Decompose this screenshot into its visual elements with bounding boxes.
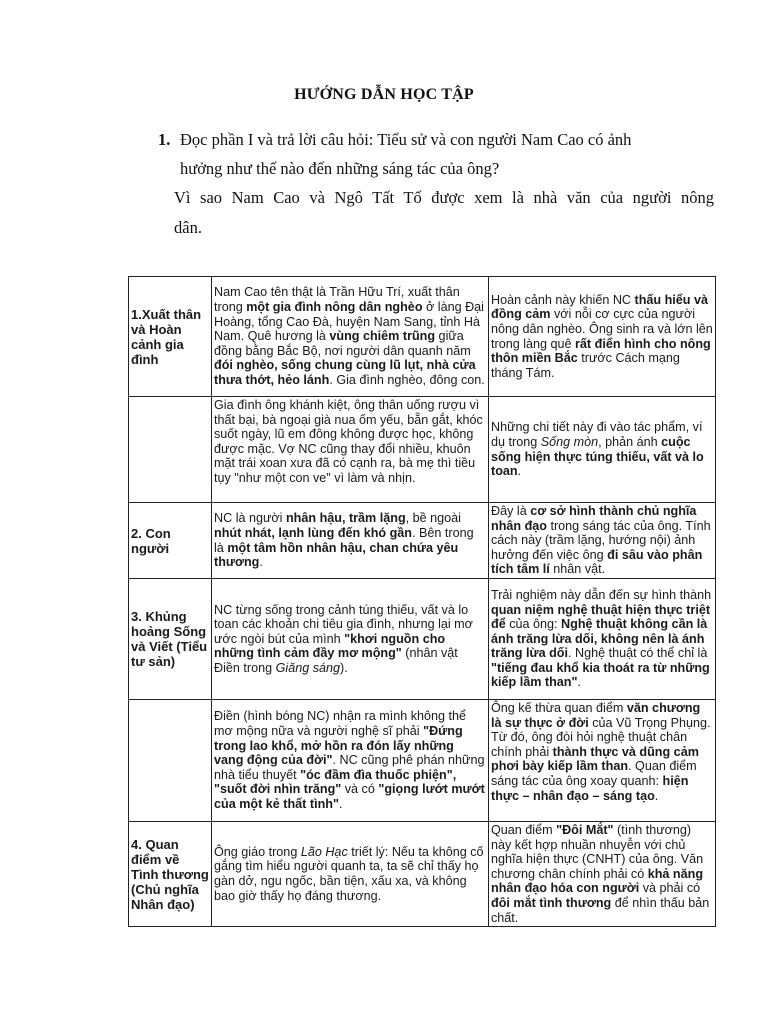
table-row bbox=[129, 503, 716, 579]
cell-fact: Gia đình ông khánh kiệt, ông thân uống rượu vì thất bại, bà ngoại già nua ốm yếu, bẵn gắt, khóc suốt ngày, lũ em đông không được học, không được mặc. Vợ NC cũng thay đổi nhiều, khuôn mặt trái xoan xưa đã có cạnh ra, bà mẹ thì tiều tụy "như một con ve" vì làm và nhịn. bbox=[212, 397, 489, 503]
cell-influence: Quan điểm "Đôi Mắt" (tình thương) này kết hợp nhuần nhuyễn với chủ nghĩa hiện thực (CNHT) của ông. Văn chương chân chính phải có khả năng nhân đạo hóa con người và phải có đôi mắt tình thương để nhìn thấu bản chất. bbox=[489, 822, 716, 927]
table-row bbox=[129, 397, 716, 503]
question-line-1: Đọc phần I và trả lời câu hỏi: Tiểu sử và con người Nam Cao có ảnh bbox=[180, 130, 632, 149]
page-title: HƯỚNG DẪN HỌC TẬP bbox=[294, 86, 474, 103]
table-row bbox=[129, 277, 716, 397]
table-row bbox=[129, 700, 716, 822]
row-label-background: 1.Xuất thân và Hoàn cảnh gia đình bbox=[129, 277, 212, 397]
cell-influence: Ông kế thừa quan điểm văn chương là sự thực ở đời của Vũ Trọng Phụng. Từ đó, ông đòi hỏi nghệ thuật chân chính phải thành thực và dũng cảm phơi bày kiếp lầm than. Quan điểm sáng tác của ông xoay quanh: hiện thực – nhân đạo – sáng tạo. bbox=[489, 700, 716, 822]
cell-influence: Đây là cơ sở hình thành chủ nghĩa nhân đạo trong sáng tác của ông. Tính cách này (trầm lặng, hướng nội) ảnh hưởng đến việc ông đi sâu vào phân tích tâm lí nhân vật. bbox=[489, 503, 716, 579]
question-line-2: hưởng như thế nào đến những sáng tác của ông? bbox=[180, 159, 500, 178]
cell-fact: NC từng sống trong cảnh túng thiếu, vất và lo toan các khoản chi tiêu gia đình, nhưng lại mơ ước ngòi bút của mình "khơi nguồn cho những tình cảm đầy mơ mộng" (nhân vật Điền trong Giăng sáng). bbox=[212, 579, 489, 700]
question-line-3: Vì sao Nam Cao và Ngô Tất Tố được xem là nhà văn của người nông bbox=[174, 188, 714, 207]
cell-fact: Nam Cao tên thật là Trần Hữu Trí, xuất thân trong một gia đình nông dân nghèo ở làng Đại Hoàng, tổng Cao Đà, huyện Nam Sang, tỉnh Hà Nam. Quê hương là vùng chiêm trũng giữa đồng bằng Bắc Bộ, nơi người dân quanh năm đói nghèo, sống chung cùng lũ lụt, nhà cửa thưa thớt, hẻo lánh. Gia đình nghèo, đông con. bbox=[212, 277, 489, 397]
cell-fact: NC là người nhân hậu, trầm lặng, bề ngoài nhút nhát, lạnh lùng đến khó gần. Bên trong là một tâm hồn nhân hậu, chan chứa yêu thương. bbox=[212, 503, 489, 579]
row-label-compassion: 4. Quan điểm về Tình thương (Chủ nghĩa Nhân đạo) bbox=[129, 822, 212, 927]
summary-table bbox=[128, 276, 716, 927]
question-line-4: dân. bbox=[174, 218, 202, 237]
row-label-crisis: 3. Khủng hoảng Sống và Viết (Tiểu tư sản) bbox=[129, 579, 212, 700]
row-label-person: 2. Con người bbox=[129, 503, 212, 579]
row-label-empty bbox=[129, 700, 212, 822]
table-row bbox=[129, 822, 716, 927]
cell-influence: Hoàn cảnh này khiến NC thấu hiểu và đồng cảm với nỗi cơ cực của người nông dân nghèo. Ông sinh ra và lớn lên trong làng quê rất điển hình cho nông thôn miền Bắc trước Cách mạng tháng Tám. bbox=[489, 277, 716, 397]
cell-fact: Ông giáo trong Lão Hạc triết lý: Nếu ta không cố gắng tìm hiểu người quanh ta, ta sẽ chỉ thấy họ gàn dở, ngu ngốc, bần tiện, xấu xa, và không bao giờ thấy họ đáng thương. bbox=[212, 822, 489, 927]
cell-influence: Những chi tiết này đi vào tác phẩm, ví dụ trong Sống mòn, phản ánh cuộc sống hiện thực túng thiếu, vất và lo toan. bbox=[489, 397, 716, 503]
cell-fact: Điền (hình bóng NC) nhận ra mình không thể mơ mộng nữa và người nghệ sĩ phải "Đứng trong lao khổ, mở hồn ra đón lấy những vang động của đời". NC cũng phê phán những nhà tiểu thuyết "óc đầm đìa thuốc phiện", "suốt đời nhìn trăng" và có "giọng lướt mướt của một kẻ thất tình". bbox=[212, 700, 489, 822]
table-row bbox=[129, 579, 716, 700]
question-number: 1. bbox=[158, 130, 171, 149]
row-label-empty bbox=[129, 397, 212, 503]
cell-influence: Trải nghiệm này dẫn đến sự hình thành quan niệm nghệ thuật hiện thực triệt để của ông: Nghệ thuật không cần là ánh trăng lừa dối, không nên là ánh trăng lừa dối. Nghệ thuật có thể chỉ là "tiếng đau khổ kia thoát ra từ những kiếp lầm than". bbox=[489, 579, 716, 700]
